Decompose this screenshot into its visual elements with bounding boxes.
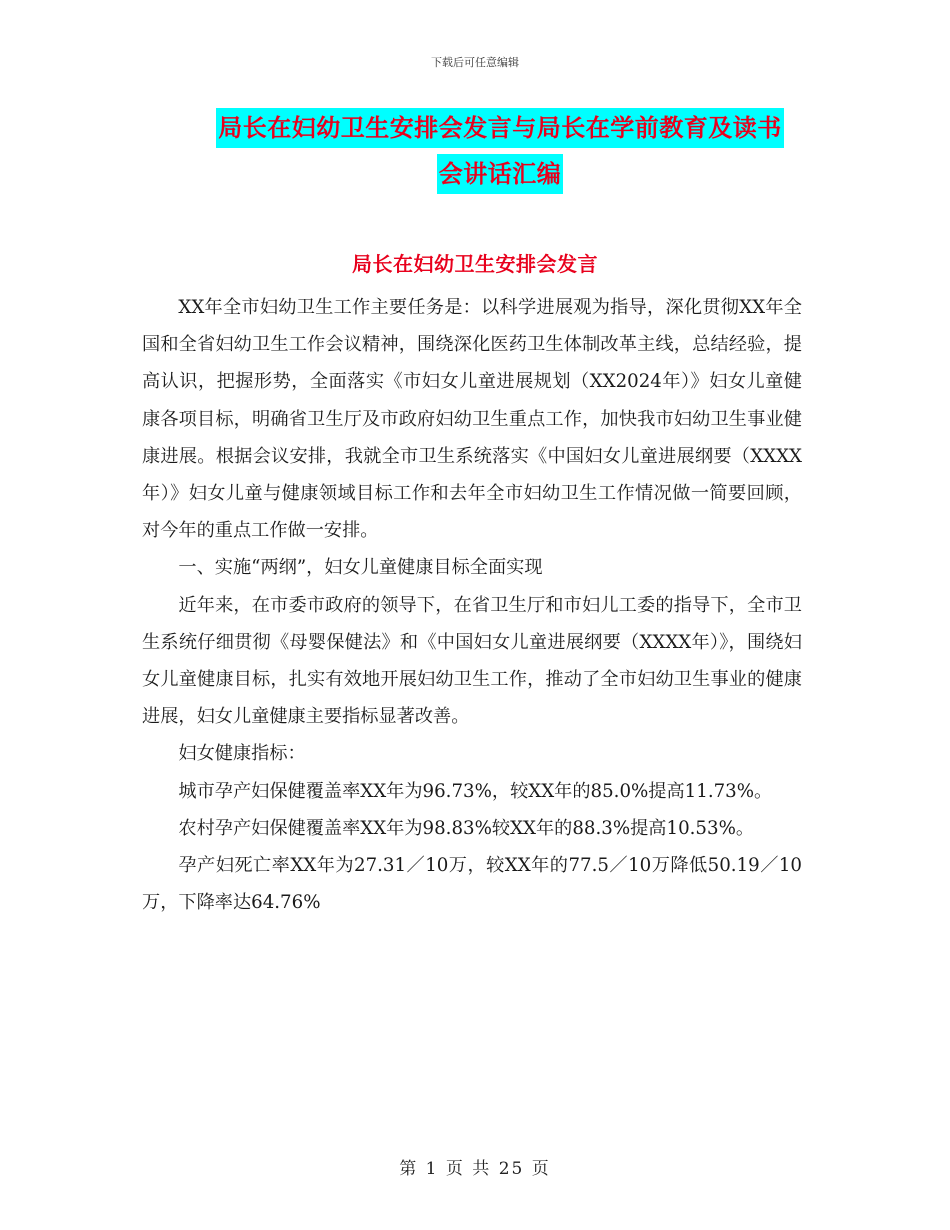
body-text	[142, 289, 802, 921]
header-note: 下载后可任意编辑	[431, 56, 519, 69]
paragraph: XX年全市妇幼卫生工作主要任务是：以科学进展观为指导，深化贯彻XX年全国和全省妇幼卫生工作会议精神，围绕深化医药卫生体制改革主线，总结经验，提高认识，把握形势，全面落实《市妇女儿童进展规划（XX2024年）》妇女儿童健康各项目标，明确省卫生厅及市政府妇幼卫生重点工作，加快我市妇幼卫生事业健康进展。根据会议安排，我就全市卫生系统落实《中国妇女儿童进展纲要（XXXX年）》妇女儿童与健康领域目标工作和去年全市妇幼卫生工作情况做一简要回顾，对今年的重点工作做一安排。	[142, 297, 802, 542]
paragraph: 近年来，在市委市政府的领导下，在省卫生厅和市妇儿工委的指导下，全市卫生系统仔细贯彻《母婴保健法》和《中国妇女儿童进展纲要（XXXX年）》，围绕妇女儿童健康目标，扎实有效地开展妇幼卫生工作，推动了全市妇幼卫生事业的健康进展，妇女儿童健康主要指标显著改善。	[142, 594, 802, 728]
paragraph: 城市孕产妇保健覆盖率XX年为96.73%，较XX年的85.0%提高11.73%。	[178, 780, 773, 802]
paragraph: 妇女健康指标：	[178, 743, 306, 765]
paragraph: 一、实施“两纲”，妇女儿童健康目标全面实现	[178, 557, 543, 579]
paragraph: 农村孕产妇保健覆盖率XX年为98.83%较XX年的88.3%提高10.53%。	[178, 817, 755, 839]
paragraph: 孕产妇死亡率XX年为27.31／10万，较XX年的77.5／10万降低50.19／10万，下降率达64.76%	[142, 855, 802, 914]
page-footer: 第 1 页 共 25 页	[399, 1159, 551, 1179]
document-title	[140, 108, 860, 200]
title-line-1: 局长在妇幼卫生安排会发言与局长在学前教育及读书	[216, 108, 784, 148]
section-heading: 局长在妇幼卫生安排会发言	[352, 252, 598, 276]
title-line-2: 会讲话汇编	[437, 154, 564, 194]
